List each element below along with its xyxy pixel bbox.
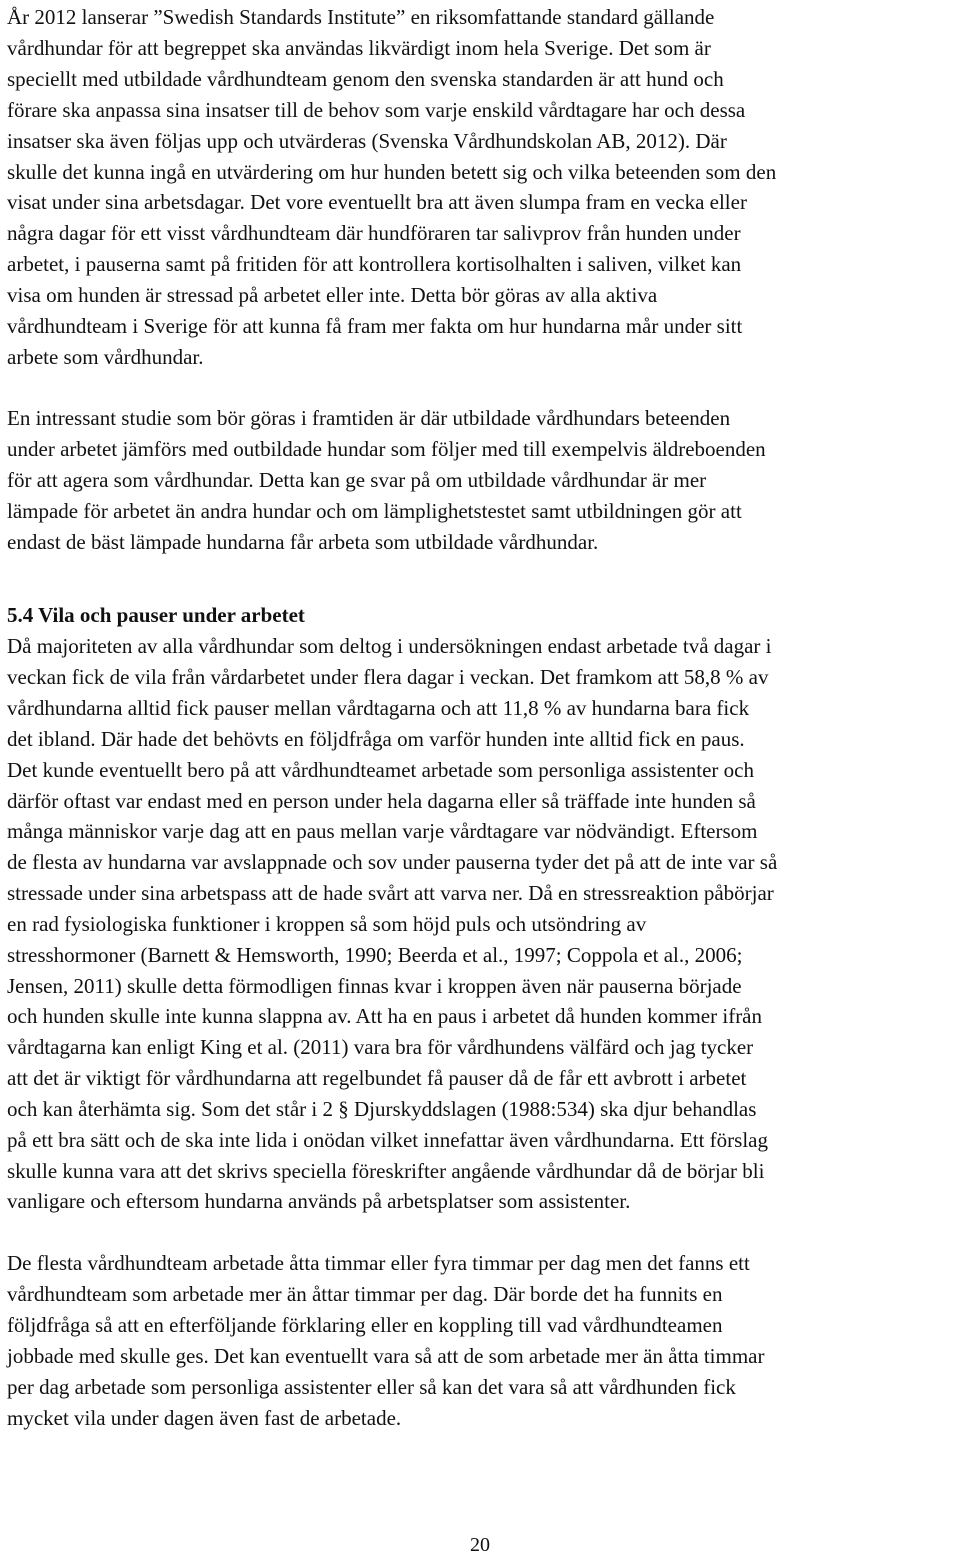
text-line: stressade under sina arbetspass att de hade svårt att varva ner. Då en stressreaktion påbörjar xyxy=(7,881,774,905)
text-line: stresshormoner (Barnett & Hemsworth, 1990; Beerda et al., 1997; Coppola et al., 2006; xyxy=(7,943,743,967)
text-line: de flesta av hundarna var avslappnade och sov under pauserna tyder det på att de inte var så xyxy=(7,850,778,874)
text-line: insatser ska även följas upp och utvärderas (Svenska Vårdhundskolan AB, 2012). Där xyxy=(7,129,727,153)
text-line: skulle det kunna ingå en utvärdering om hur hunden betett sig och vilka beteenden som den xyxy=(7,160,777,184)
text-line: för att agera som vårdhundar. Detta kan ge svar på om utbildade vårdhundar är mer xyxy=(7,468,707,492)
text-line: mycket vila under dagen även fast de arbetade. xyxy=(7,1406,402,1430)
text-line: vårdhundteam i Sverige för att kunna få fram mer fakta om hur hundarna mår under sitt xyxy=(7,314,743,338)
text-line: skulle kunna vara att det skrivs speciella föreskrifter angående vårdhundar då de börjar bli xyxy=(7,1159,765,1183)
text-line: Då majoriteten av alla vårdhundar som deltog i undersökningen endast arbetade två dagar i xyxy=(7,634,772,658)
text-line: visat under sina arbetsdagar. Det vore eventuellt bra att även slumpa fram en vecka eller xyxy=(7,190,747,214)
text-line: vanligare och eftersom hundarna används på arbetsplatser som assistenter. xyxy=(7,1189,631,1213)
text-line: arbetet, i pauserna samt på fritiden för att kontrollera kortisolhalten i saliven, vilket kan xyxy=(7,252,742,276)
text-line: vårdhundteam som arbetade mer än åttar timmar per dag. Där borde det ha funnits en xyxy=(7,1282,723,1306)
text-line: på ett bra sätt och de ska inte lida i onödan vilket innefattar även vårdhundarna. Ett förslag xyxy=(7,1128,768,1152)
text-line: och hunden skulle inte kunna slappna av. Att ha en paus i arbetet då hunden kommer ifrån xyxy=(7,1004,763,1028)
text-line: några dagar för ett visst vårdhundteam där hundföraren tar salivprov från hunden under xyxy=(7,221,741,245)
page-number: 20 xyxy=(470,1534,490,1556)
text-line: visa om hunden är stressad på arbetet eller inte. Detta bör göras av alla aktiva xyxy=(7,283,658,307)
text-line: och kan återhämta sig. Som det står i 2 § Djurskyddslagen (1988:534) ska djur behandlas xyxy=(7,1097,757,1121)
text-line: vårdhundarna alltid fick pauser mellan vårdtagarna och att 11,8 % av hundarna bara fick xyxy=(7,696,750,720)
text-line: vårdhundar för att begreppet ska användas likvärdigt inom hela Sverige. Det som är xyxy=(7,36,711,60)
text-line: många människor varje dag att en paus mellan varje vårdtagare var nödvändigt. Eftersom xyxy=(7,819,758,843)
text-line: därför oftast var endast med en person under hela dagarna eller så träffade inte hunden så xyxy=(7,789,756,813)
text-line: följdfråga så att en efterföljande förklaring eller en koppling till vad vårdhundteamen xyxy=(7,1313,723,1337)
text-line: veckan fick de vila från vårdarbetet under flera dagar i veckan. Det framkom att 58,8 % av xyxy=(7,665,769,689)
text-line: under arbetet jämförs med outbildade hundar som följer med till exempelvis äldreboenden xyxy=(7,437,766,461)
text-line: en rad fysiologiska funktioner i kroppen så som höjd puls och utsöndring av xyxy=(7,912,647,936)
text-line: endast de bäst lämpade hundarna får arbeta som utbildade vårdhundar. xyxy=(7,530,599,554)
text-line: År 2012 lanserar ”Swedish Standards Institute” en riksomfattande standard gällande xyxy=(7,5,715,29)
text-line: förare ska anpassa sina insatser till de behov som varje enskild vårdtagare har och dessa xyxy=(7,98,746,122)
text-line: att det är viktigt för vårdhundarna att regelbundet få pauser då de får ett avbrott i arbetet xyxy=(7,1066,747,1090)
text-line: det ibland. Där hade det behövts en följdfråga om varför hunden inte alltid fick en paus. xyxy=(7,727,745,751)
text-line: arbete som vårdhundar. xyxy=(7,345,204,369)
text-line: De flesta vårdhundteam arbetade åtta timmar eller fyra timmar per dag men det fanns ett xyxy=(7,1251,750,1275)
text-line: lämpade för arbetet än andra hundar och om lämplighetstestet samt utbildningen gör att xyxy=(7,499,742,523)
text-line: vårdtagarna kan enligt King et al. (2011) vara bra för vårdhundens välfärd och jag tycker xyxy=(7,1035,754,1059)
text-line: En intressant studie som bör göras i framtiden är där utbildade vårdhundars beteenden xyxy=(7,406,731,430)
text-line: speciellt med utbildade vårdhundteam genom den svenska standarden är att hund och xyxy=(7,67,724,91)
section-heading: 5.4 Vila och pauser under arbetet xyxy=(7,603,305,627)
text-line: Jensen, 2011) skulle detta förmodligen finnas kvar i kroppen även när pauserna började xyxy=(7,974,742,998)
text-line: jobbade med skulle ges. Det kan eventuellt vara så att de som arbetade mer än åtta timmar xyxy=(7,1344,765,1368)
text-line: per dag arbetade som personliga assistenter eller så kan det vara så att vårdhunden fick xyxy=(7,1375,736,1399)
text-line: Det kunde eventuellt bero på att vårdhundteamet arbetade som personliga assistenter och xyxy=(7,758,754,782)
